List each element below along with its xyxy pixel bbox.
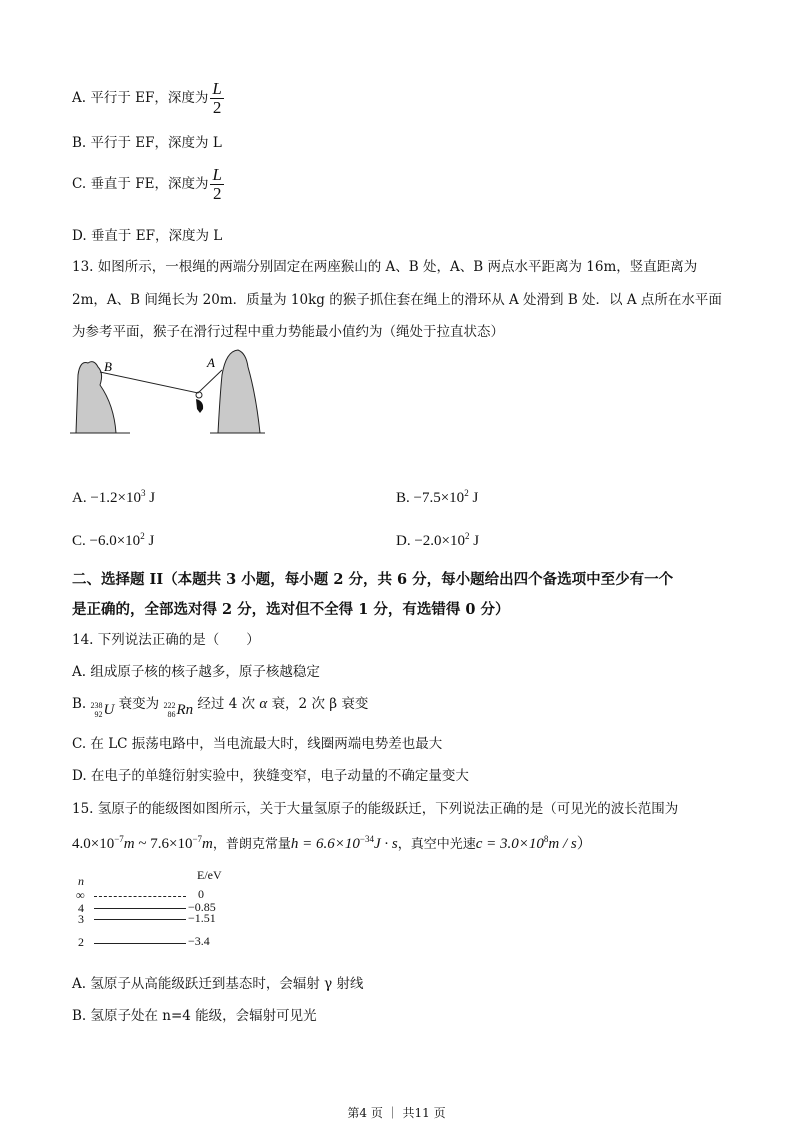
level-line-2 (94, 943, 186, 944)
q12-option-c: C. 垂直于 FE，深度为 $\frac{L}{2}$ (72, 165, 222, 203)
q13-option-b: B. $-7.5\times 10^2$ J (396, 488, 479, 506)
q15-stem-line: 15. 氢原子的能级图如图所示，关于大量氢原子的能级跃迁，下列说法正确的是（可见光的波长范围为 (72, 801, 679, 817)
monkey-mountain-figure (70, 345, 270, 440)
q13-option-d: D. $-2.0\times 10^2$ J (396, 531, 480, 549)
q14-stem: 14. 下列说法正确的是（ ） (72, 632, 260, 648)
section-heading: 是正确的，全部选对得 2 分，选对但不全得 1 分，有选错得 0 分） (72, 601, 510, 618)
section-heading: 二、选择题 II（本题共 3 小题，每小题 2 分，共 6 分，每小题给出四个备选项中至少有一个 (72, 571, 674, 588)
fraction: $\frac{L}{2}$ (212, 165, 222, 203)
level-line-3 (94, 919, 186, 920)
q14-option-c: C. 在 LC 振荡电路中，当电流最大时，线圈两端电势差也最大 (72, 736, 443, 752)
exam-page: A. 平行于 EF，深度为 $\frac{L}{2}$ B. 平行于 EF，深度为 L C. 垂直于 FE，深度为 $\frac{L}{2}$ D. 垂直于 EF，深度为 L 13. 如图所示，一根绳的两端分别固定在两座猴山的 A、B 处，A、B 两点水平距离为 16m，竖直距离为 2m，A、B 间绳长为 20m．质量为 10kg 的猴子抓住套在绳上的滑环从 A 处滑到 B 处．以 A 点所在水平面 为参考平面，猴子在滑行过程中重力势能最小值约为（绳处于拉直状态） B A A. $-1.2\times 10^3$ J B. $-7.5\times 10^2$ J C. $-6.0\times 10^2$ J D. $-2.0\times 10^2$ J 二、选择题 II（本题共 3 小题，每小题 2 分，共 6 分，每小题给出四个备选项中至少有一个 是正确的，全部选对得 2 分，选对但不全得 1 分，有选错得 0 分） 14. 下列说法正确的是（ ） A. 组成原子核的核子越多，原子核越稳定 B. 238 92 U 衰变为 222 86 Rn 经过 4 次 α 衰，2 次 β 衰变 C. 在 LC 振荡电路中，当电流最大时，线圈两端电势差也最大 D. 在电子的单缝衍射实验中，狭缝变窄，电子动量的不确定量变大 15. 氢原子的能级图如图所示，关于大量氢原子的能级跃迁，下列说法正确的是（可见光的波长范围为 $4.0\times 10^{-7}m$ ~ $7.6\times 10^{-7}m$，普朗克常量$h = 6.6\times 10^{-34}J \cdot s$，真空中光速$c = 3.0\times 10^8m / s$） n E/eV ∞ 0 4 −0.85 3 −1.51 2 −3.4 A. 氢原子从高能级跃迁到基态时，会辐射 γ 射线 B. 氢原子处在 n=4 能级，会辐射可见光 第4 页 ｜ 共11 页 (0, 0, 793, 1122)
q13-option-c: C. $-6.0\times 10^2$ J (72, 531, 155, 549)
q15-stem-line: $4.0\times 10^{-7}m$ ~ $7.6\times 10^{-7}m$，普朗克常量$h = 6.6\times 10^{-34}J \cdot s$，真空中光速$c = 3.0\times 10^8m / s$） (72, 834, 592, 852)
level-line-inf (94, 896, 186, 897)
level-line-4 (94, 908, 186, 909)
svg-text:B: B (104, 359, 112, 374)
q13-stem-line: 13. 如图所示，一根绳的两端分别固定在两座猴山的 A、B 处，A、B 两点水平距离为 16m，竖直距离为 (72, 259, 698, 275)
q12-option-b: B. 平行于 EF，深度为 L (72, 135, 222, 151)
q15-option-b: B. 氢原子处在 n=4 能级，会辐射可见光 (72, 1008, 317, 1024)
q13-stem-line: 为参考平面，猴子在滑行过程中重力势能最小值约为（绳处于拉直状态） (72, 324, 504, 340)
monkey-icon (196, 399, 203, 413)
q14-option-a: A. 组成原子核的核子越多，原子核越稳定 (72, 664, 320, 680)
page-footer: 第4 页 ｜ 共11 页 (347, 1106, 446, 1120)
q13-option-a: A. $-1.2\times 10^3$ J (72, 488, 156, 506)
q12-option-d: D. 垂直于 EF，深度为 L (72, 228, 223, 244)
radon-isotope: 222 86 Rn (163, 701, 194, 719)
uranium-isotope: 238 92 U (90, 701, 115, 719)
q14-option-d: D. 在电子的单缝衍射实验中，狭缝变窄，电子动量的不确定量变大 (72, 768, 469, 784)
q15-option-a: A. 氢原子从高能级跃迁到基态时，会辐射 γ 射线 (72, 976, 364, 992)
q13-stem-line: 2m，A、B 间绳长为 20m．质量为 10kg 的猴子抓住套在绳上的滑环从 A 处滑到 B 处．以 A 点所在水平面 (72, 292, 722, 308)
q14-option-b: B. 238 92 U 衰变为 222 86 Rn 经过 4 次 α 衰，2 次 β 衰变 (72, 696, 369, 719)
svg-text:A: A (207, 355, 215, 370)
fraction: $\frac{L}{2}$ (212, 79, 222, 117)
q12-option-a: A. 平行于 EF，深度为 $\frac{L}{2}$ (72, 79, 222, 117)
